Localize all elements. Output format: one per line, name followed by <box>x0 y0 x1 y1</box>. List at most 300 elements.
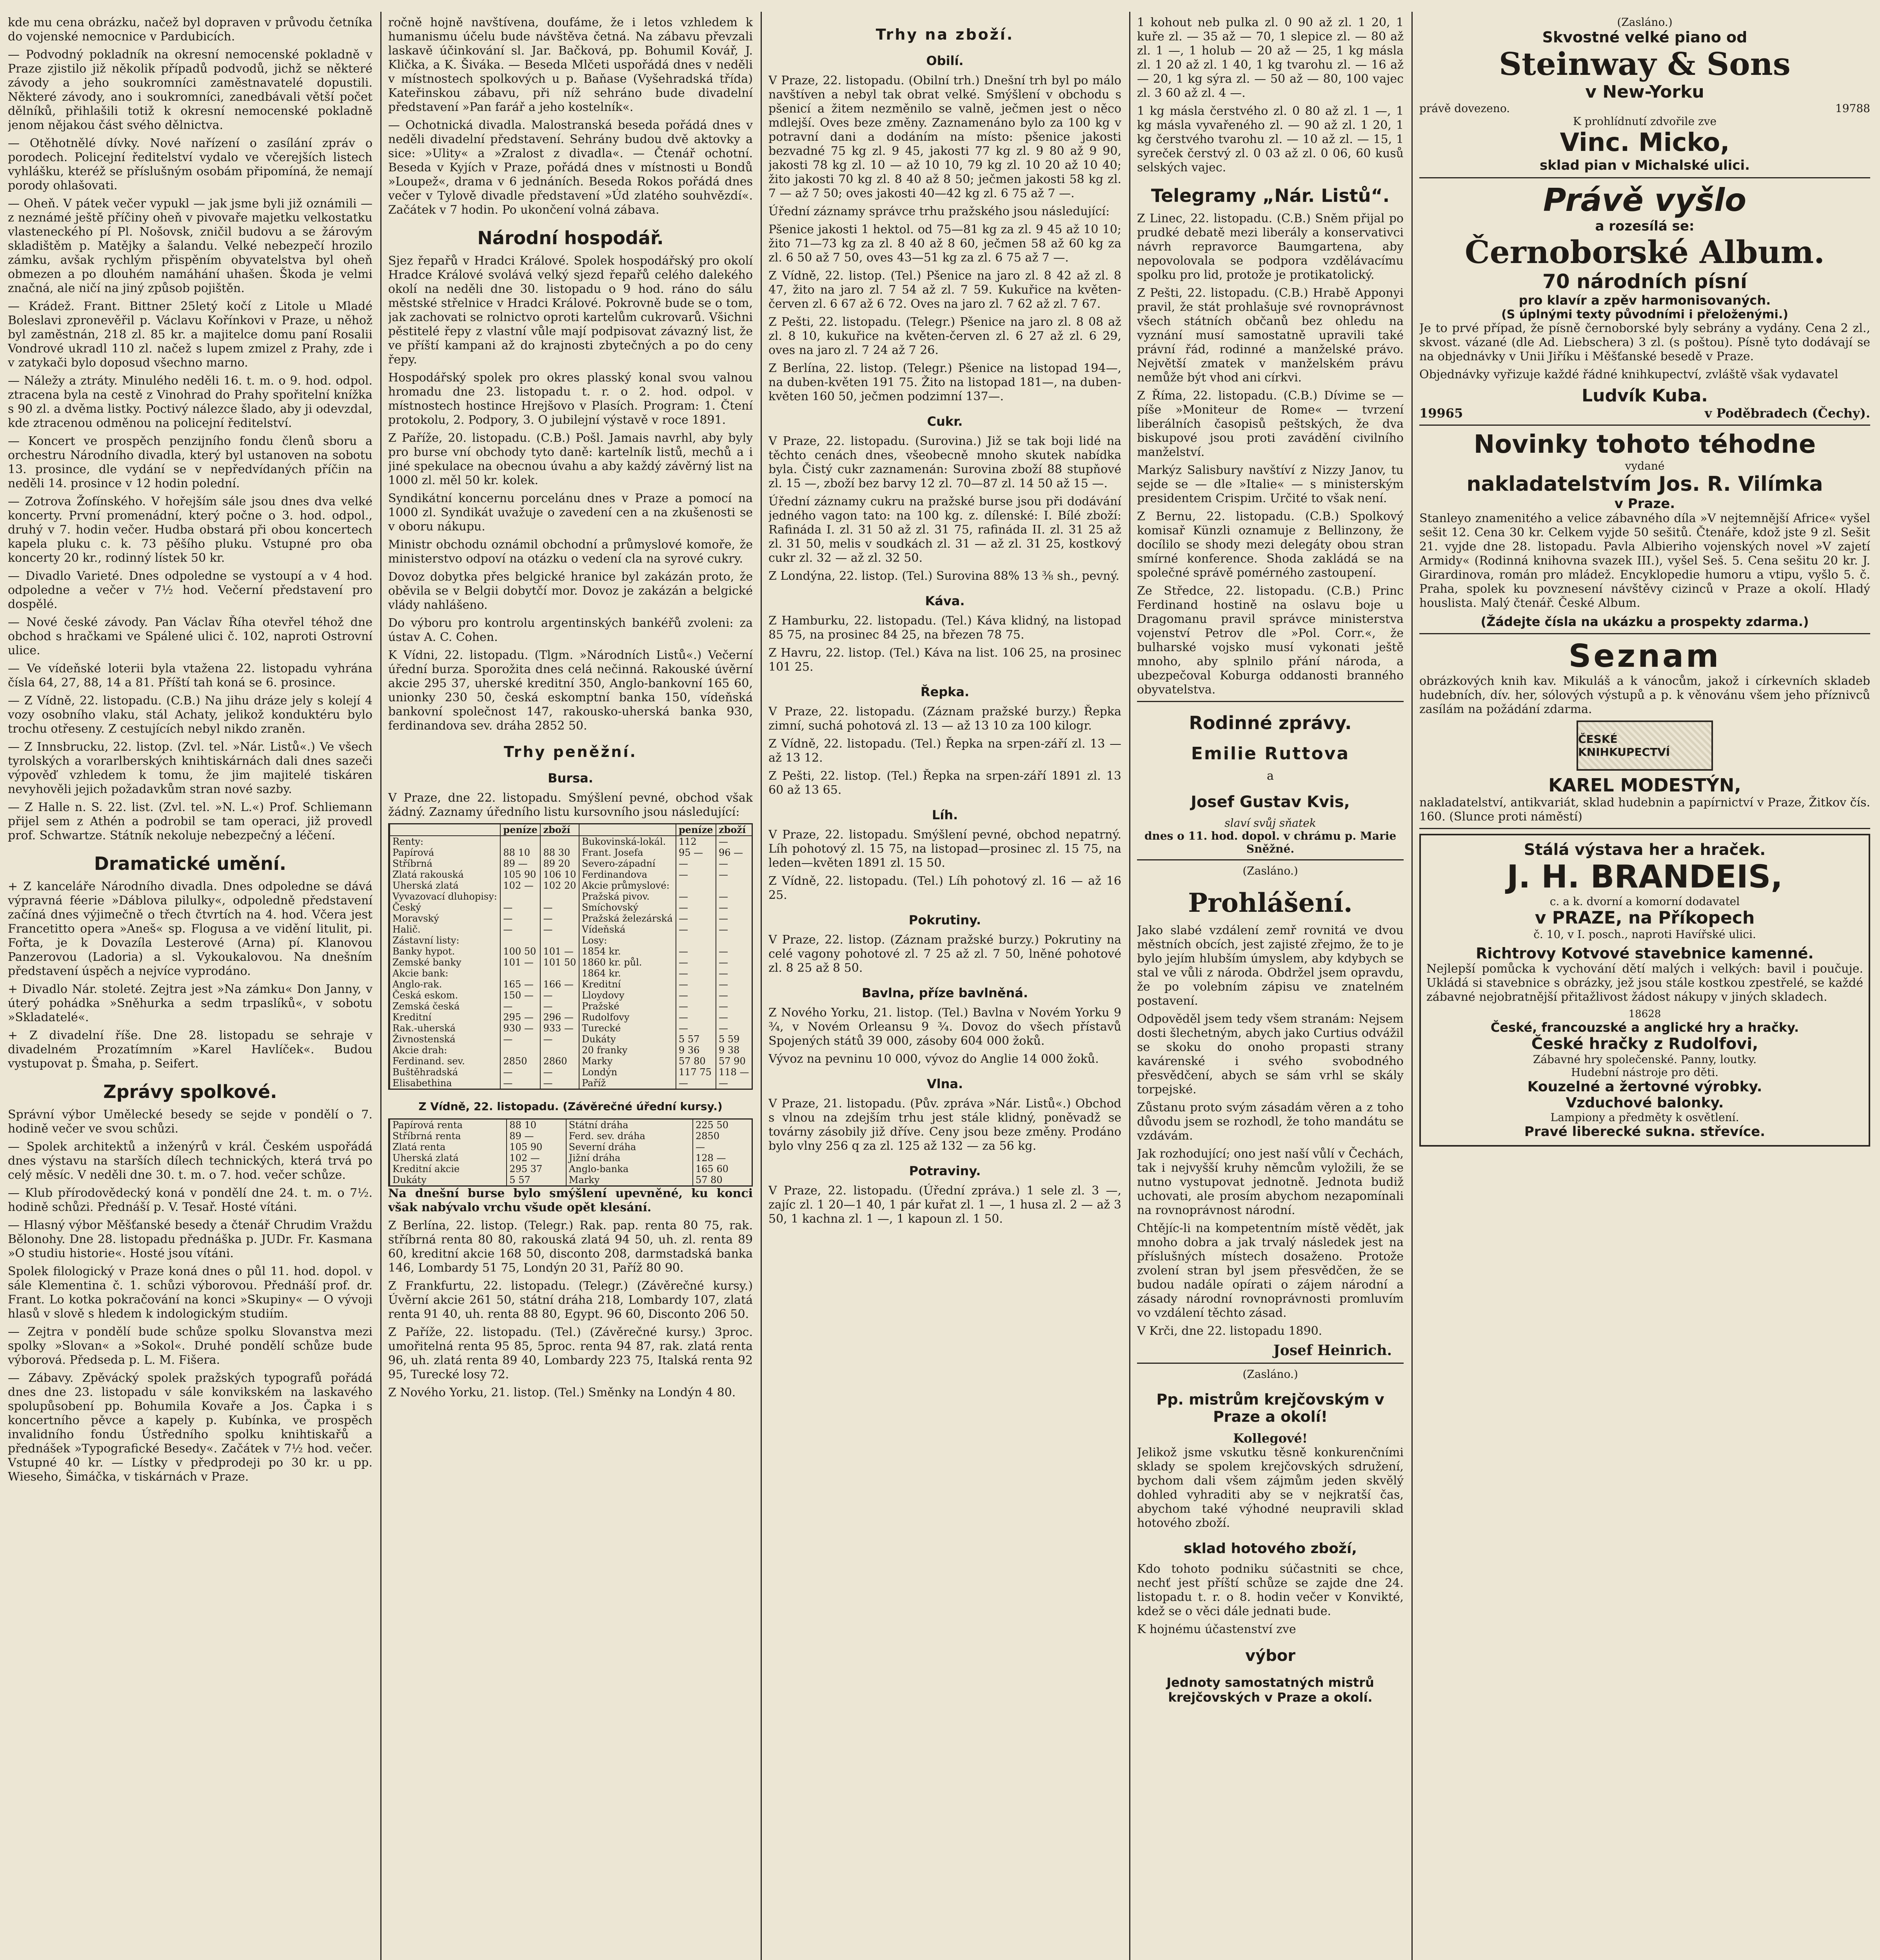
table-cell: 2850 <box>693 1131 752 1142</box>
table-cell: 118 — <box>716 1067 752 1078</box>
ad-line: České, francouzské a anglické hry a hračky. <box>1490 1020 1799 1035</box>
ad-number: 18628 <box>1628 1008 1661 1020</box>
table-cell: Pražská železárská <box>579 913 676 924</box>
table-cell: — <box>676 1001 716 1012</box>
salutation: Kollegové! <box>1233 1431 1308 1446</box>
article: ročně hojně navštívena, doufáme, že i letos vzhledem k humanismu účelu bude návštěva četná. Na zábavu převzali laskavě účinkování sl. Jar. Bačková, pp. Bohumil Kovář, J. Klička, a K. Šiváka. — Beseda Mlčeti uspořádá dnes v neděli v místnostech spolkových u p. Baňase (Vyšehradská třída) Kateřinskou zábavu, při níž sehráno bude divadelní představení »Pan farář a jeho kostelník«. <box>388 16 753 114</box>
article: Syndikátní koncernu porcelánu dnes v Praze a pomocí na 1000 zl. Syndikát uvažuje o zavedení cen a na zkušenosti se v oboru nákupu. <box>388 492 753 534</box>
table-row <box>390 913 752 924</box>
table-cell: — <box>676 891 716 902</box>
table-cell: Papírová <box>390 847 500 858</box>
table-cell: — <box>500 902 540 913</box>
table-row <box>390 1034 752 1045</box>
ad-body: Je to prvé případ, že písně černoborské byly sebrány a vydány. Cena 2 zl., skvost. vázané (dle Ad. Liebschera) 3 zl. (s poštou). Písně tyto dodávají se na objednávky v Unii Jiříku i Měšťanské besedě v Praze. <box>1419 321 1870 363</box>
ad-title: Novinky tohoto téhodne <box>1473 430 1816 459</box>
table-cell: — <box>676 902 716 913</box>
column-rule <box>380 12 381 1960</box>
table-cell: — <box>716 957 752 968</box>
subheading: Vlna. <box>926 1076 963 1091</box>
article: Markýz Salisbury navštíví z Nizzy Janov, tu sejde se — dle »Italie« — s ministerským presidentem Crispim. Určité to však není. <box>1137 463 1404 505</box>
table-header-cell: peníze <box>676 824 716 836</box>
table-cell: 89 20 <box>540 858 579 869</box>
article: K Vídni, 22. listopadu. (Tlgm. »Národních Listů«.) Večerní úřední burza. Sporožita dnes celá nečinná. Rakouské úvěrní akcie 295 37, uherské kreditní 350, Anglo-bankovní 165 60, unionky 230 50, česká eskomptní banka 150, vídeňská bankovní společnost 147, rakousko-uherská banka 930, ferdinandova sev. dráha 2852 50. <box>388 648 753 733</box>
table-cell: 9 36 <box>676 1045 716 1056</box>
section-heading: Trhy na zboží. <box>876 26 1014 43</box>
table-cell: 102 — <box>507 1152 566 1163</box>
table-row <box>390 1131 752 1142</box>
table-cell: Zlatá rakouská <box>390 869 500 880</box>
table-header-cell: zboží <box>716 824 752 836</box>
family-name: Emilie Ruttova <box>1191 744 1350 764</box>
article: Spolek filologický v Praze koná dnes o půl 11. hod. dopol. v sále Klementina č. 1. schůzi výborovou. Přednáší prof. dr. Frant. Lo kotka pokračování na konci »Skupiny« — O vývoji hlasů v slově s hledem k indologickým studiím. <box>8 1265 372 1321</box>
table-cell: — <box>676 979 716 990</box>
section-heading: Dramatické umění. <box>94 853 287 874</box>
table-cell <box>716 935 752 946</box>
section-heading: Prohlášení. <box>1188 887 1353 918</box>
subheading: Líh. <box>932 808 958 822</box>
ad-body: Stanleyo znamenitého a velice zábavného díla »V nejtemnější Africe« vyšel sešit 12. Cena 30 kr. Celkem vyjde 50 sešitů. Čtenáře, kdož jste 9 zl. Sešit 21. vyjde dne 28. listopadu. Pavla Albieriho vojenských novel »V zajetí Armidy« (Rodinná knihovna svazek III.), vyšel Seš. 5. Cena sešitu 20 kr. J. Girardinova, román pro mládež. Encyklopedie humoru a vtipu, vyšlo 5. č. Praha, spolek ku povznesení návštěvy cizinců v Praze a okolí. Hladý houslista. Malý čtenář. České Album. <box>1419 512 1870 610</box>
table-cell <box>540 968 579 979</box>
divider <box>1137 1363 1404 1364</box>
article: Z Pešti, 22. listop. (Tel.) Řepka na srpen-září 1891 zl. 13 60 až 13 65. <box>768 769 1121 797</box>
ad-text: v Poděbradech (Čechy). <box>1704 406 1870 421</box>
family-date: dnes o 11. hod. dopol. v chrámu p. Marie Sněžné. <box>1144 829 1397 855</box>
table-row <box>390 924 752 935</box>
zaslano-label: (Zasláno.) <box>1242 1368 1298 1381</box>
article: Z Pešti, 22. listopadu. (C.B.) Hrabě Apponyi pravil, že stát prohlašuje své rovnoprávnost všech státních občanů bez ohledu na vyznání musí samostatně upravili také právní řád, rodinné a manželské právo. Největší zmatek v manželském právu nemůže být vhod ani církvi. <box>1137 286 1404 385</box>
table-cell: — <box>540 1078 579 1089</box>
table-cell: 101 — <box>540 946 579 957</box>
article: — Hlasný výbor Měšťanské besedy a čtenář Chrudim Vraždu Bělonohy. Dne 28. listopadu přednáška p. JUDr. Fr. Kasmana »O studiu historie«. Hosté jsou vítáni. <box>8 1218 372 1260</box>
table-cell: 57 80 <box>676 1056 716 1067</box>
article: Úřední záznamy cukru na pražské burse jsou při dodávání jedného vagon tato: na 100 kg. z. dílenské: I. Bílé zboží: Rafináda I. zl. 31 50 až zl. 31 75, rafináda II. zl. 31 25 až zl. 31 50, melis v soudkách zl. 31 — až zl. 31 25, kostkový cukr zl. 32 — až zl. 32 50. <box>768 495 1121 565</box>
table-row <box>390 1001 752 1012</box>
column-5-ads <box>1419 16 1870 1960</box>
article: — Spolek architektů a inženýrů v král. Českém uspořádá dnes výstavu na starších dílech technických, která trvá po celý měsíc. V neděli dne 30. t. m. o 7. hod. večer schůze. <box>8 1140 372 1182</box>
article: — Zejtra v pondělí bude schůze spolku Slovanstva mezi spolky »Slovan« a »Sokol«. Druhé pondělí schůze bude výborová. Předseda p. L. M. Fišera. <box>8 1325 372 1367</box>
table-cell: 295 37 <box>507 1163 566 1174</box>
table-cell: — <box>716 902 752 913</box>
ad-number: 19965 <box>1419 406 1463 421</box>
article: Vývoz na pevninu 10 000, vývoz do Anglie 14 000 žoků. <box>768 1052 1099 1066</box>
ad-line: v Praze. <box>1614 496 1675 512</box>
table-cell: Dukáty <box>390 1174 507 1185</box>
table-cell: 166 — <box>540 979 579 990</box>
column-rule <box>1411 12 1413 1960</box>
table-cell <box>716 880 752 891</box>
table-cell: 102 20 <box>540 880 579 891</box>
article: 1 kg másla čerstvého zl. 0 80 až zl. 1 —, 1 kg másla vyvařeného zl. — 90 až zl. 1 20, 1 kg čerstvého tvarohu zl. — 10 až zl. — 15, 1 syreček čerstvý zl. 0 03 až zl. 0 06, 60 kusů selských vajec. <box>1137 104 1404 174</box>
table-cell: — <box>676 1012 716 1023</box>
table-row <box>390 1056 752 1067</box>
table-cell: Kreditní akcie <box>390 1163 507 1174</box>
table-cell: Turecké <box>579 1023 676 1034</box>
table-cell <box>540 891 579 902</box>
article: — Zotrova Žofínského. V hořejším sále jsou dnes dva velké koncerty. První promenádní, který počne o 3. hod. odpol., druhý v 7. hodin večer. Hudba obstará při obou koncertech kapela pluku c. k. 73 pěšího pluku. Vstupné pro oba koncerty 20 kr., rodinný lístek 50 kr. <box>8 495 372 565</box>
ad-line: Zábavné hry společenské. Panny, loutky. <box>1533 1053 1757 1066</box>
table-cell: Stříbrná <box>390 858 500 869</box>
article: — Ve vídeňské loterii byla vtažena 22. listopadu vyhrána čísla 64, 27, 88, 14 a 81. Příští tah koná se 6. prosince. <box>8 662 372 690</box>
table-cell: — <box>716 869 752 880</box>
table-cell: — <box>716 946 752 957</box>
table-row <box>390 979 752 990</box>
table-cell: 1860 kr. půl. <box>579 957 676 968</box>
subheading: Z Vídně, 22. listopadu. (Závěrečné úřední kursy.) <box>418 1100 723 1113</box>
table-cell: 5 59 <box>716 1034 752 1045</box>
zaslano-label: (Zasláno.) <box>1617 16 1673 29</box>
table-cell: Severo-západní <box>579 858 676 869</box>
ad-body: Objednávky vyřizuje každé řádné knihkupectví, zvláště však vydavatel <box>1419 368 1838 381</box>
article: + Divadlo Nár. stoleté. Zejtra jest »Na zámku« Don Janny, v úterý pohádka »Sněhurka a sedm trpaslíků«, v sobotu »Skladatelé«. <box>8 982 372 1024</box>
table-cell: — <box>716 924 752 935</box>
ad-line: (Žádejte čísla na ukázku a prospekty zdarma.) <box>1480 614 1809 629</box>
column-1 <box>8 16 372 1960</box>
ad-title: Seznam <box>1568 638 1721 674</box>
ad-line: Hudební nástroje pro děti. <box>1571 1066 1719 1079</box>
ad-body: Nejlepší pomůcka k vychování dětí malých i velkých: bavil i poučuje. Ukládá si stavebnice s obrázky, jež jsou stále kostkou zpestřelé, se každé zábavné nejobratnější přitažlivost žádost nákupy v jiných skladech. <box>1426 962 1863 1004</box>
table-cell: — <box>500 1001 540 1012</box>
ad-line: Lampiony a předměty k osvětlení. <box>1550 1111 1739 1124</box>
table-row <box>390 1152 752 1163</box>
subheading: Obilí. <box>926 53 964 68</box>
table-cell: Londýn <box>579 1067 676 1078</box>
table-cell: — <box>716 891 752 902</box>
table-cell: 128 — <box>693 1152 752 1163</box>
section-heading: Rodinné zprávy. <box>1189 712 1352 733</box>
table-cell: 101 — <box>500 957 540 968</box>
ad-title: Právě vyšlo <box>1543 182 1747 218</box>
table-cell: — <box>716 836 752 847</box>
table-row <box>390 957 752 968</box>
table-cell: — <box>716 990 752 1001</box>
table-cell: 1864 kr. <box>579 968 676 979</box>
divider <box>1419 177 1870 178</box>
table-cell: — <box>716 968 752 979</box>
ad-line: pro klavír a zpěv harmonisovaných. <box>1519 293 1771 308</box>
table-cell: Bukovinská-lokál. <box>579 836 676 847</box>
table-cell: Živnostenská <box>390 1034 500 1045</box>
table-cell <box>676 880 716 891</box>
ad-title: Černoborské Album. <box>1465 234 1825 270</box>
table-cell: Marky <box>566 1174 693 1185</box>
table-cell: 165 — <box>500 979 540 990</box>
article: Z Paříže, 22. listopadu. (Tel.) (Závěrečné kursy.) 3proc. umořitelná renta 95 85, 5proc. renta 94 87, rak. zlatá renta 96, uh. zlatá renta 89 40, Lombardy 223 75, Italská renta 92 95, Turecké losy 72. <box>388 1325 753 1381</box>
table-cell <box>500 1045 540 1056</box>
table-cell: 112 <box>676 836 716 847</box>
table-cell: Elisabethina <box>390 1078 500 1089</box>
table-cell <box>500 891 540 902</box>
table-cell: 96 — <box>716 847 752 858</box>
article: V Praze, 22. listop. (Záznam pražské burzy.) Pokrutiny na celé vagony pohotové zl. 7 25 až zl. 7 50, lněné pohotové zl. 8 25 až 8 50. <box>768 933 1121 975</box>
table-cell: Ferdinandova <box>579 869 676 880</box>
article: Hospodářský spolek pro okres plasský konal svou valnou hromadu dne 23. listopadu t. r. o 2. hod. odpol. v místnostech hostince Hrejšovo v Plasích. Program: 1. Čtení protokolu, 2. Podpory, 3. O jubilejní výstavě v roce 1891. <box>388 371 753 427</box>
article: Z Bernu, 22. listopadu. (C.B.) Spolkový komisař Künzli oznamuje z Bellinzony, že docílilo se shody mezi delegáty obou stran smírné konference. Shoda zakládá se na společné správě pomérného zastoupení. <box>1137 510 1404 580</box>
table-row <box>390 1023 752 1034</box>
ad-line: c. a k. dvorní a komorní dodavatel <box>1549 895 1740 908</box>
ad-text: právě dovezeno. <box>1419 102 1510 115</box>
article: Z Havru, 22. listop. (Tel.) Káva na list. 106 25, na prosinec 101 25. <box>768 646 1121 674</box>
table-cell: Akcie drah: <box>390 1045 500 1056</box>
signatory: výbor <box>1245 1647 1295 1665</box>
article: Úřední záznamy správce trhu pražského jsou následující: <box>768 205 1110 218</box>
table-cell: Moravský <box>390 913 500 924</box>
family-note: slaví svůj sňatek <box>1224 817 1316 829</box>
article: — Otěhotnělé dívky. Nové nařízení o zasílání zpráv o porodech. Policejní ředitelství vydalo ve včerejších listech vyhlášku, kteréž se příslušným osobám připomíná, že nemají porody ohlašovati. <box>8 136 372 192</box>
table-cell: — <box>676 968 716 979</box>
ad-line: K prohlídnutí zdvořile zve <box>1573 115 1717 128</box>
article: 1 kohout neb pulka zl. 0 90 až zl. 1 20, 1 kuře zl. — 35 až — 70, 1 slepice zl. — 80 až zl. 1 —, 1 holub — 20 až — 25, 1 kg másla zl. 1 20 až zl. 1 40, 1 kg tvarohu zl. — 16 až — 20, 1 kg sýra zl. — 50 až — 80, 100 vajec zl. 3 60 až zl. 4 —. <box>1137 16 1404 100</box>
article: K hojnému účastenství zve <box>1137 1622 1296 1636</box>
table-row <box>390 891 752 902</box>
article: — Oheň. V pátek večer vypukl — jak jsme byli již oznámili — z neznámé ještě příčiny oheň v pivovaře majetku velkostatku vlasteneckého pí Pl. Nošovsk, zničil budovu a se žárovým skladištěm p. Matějky a šalandu. Velké nebezpečí hrozilo zámku, avšak rychlým přispěním obyvatelstva byl oheň obmezen a po dlouhém namáhání uhašen. Škoda je velmi značná, ale ničí na jiný způsob pojištěn. <box>8 197 372 295</box>
table-cell: — <box>716 1012 752 1023</box>
subheading: Káva. <box>925 593 965 608</box>
article: Dovoz dobytka přes belgické hranice byl zakázán proto, že oběvila se v Belgii dobytčí mor. Dovoz je zakázán a belgické vlády nahlášeno. <box>388 570 753 612</box>
ad-title: Vinc. Micko, <box>1560 128 1730 157</box>
table-cell: Dukáty <box>579 1034 676 1045</box>
bookshop-seal-logo <box>1577 720 1713 771</box>
article: V Praze, 22. listopadu. (Záznam pražské burzy.) Řepka zimní, suchá pohotová zl. 13 — až 13 10 za 100 kilogr. <box>768 705 1121 733</box>
signatory-line: Jednoty samostatných mistrů krejčovských v Praze a okolí. <box>1166 1675 1374 1705</box>
article: Zůstanu proto svým zásadám věren a z toho důvodu jsem se rozhodl, že toho mandátu se vzdávám. <box>1137 1101 1404 1143</box>
ad-line: a rozesílá se: <box>1595 218 1695 234</box>
table-cell: — <box>500 924 540 935</box>
table-cell <box>676 935 716 946</box>
table-cell: — <box>676 946 716 957</box>
ad-title: nakladatelstvím Jos. R. Vilímka <box>1466 472 1823 496</box>
table-cell: — <box>693 1142 752 1152</box>
table-cell: 933 — <box>540 1023 579 1034</box>
column-2 <box>388 16 753 1960</box>
zaslano-label: (Zasláno.) <box>1242 864 1298 877</box>
article: Do výboru pro kontrolu argentinských bankéřů zvoleni: za ústav A. C. Cohen. <box>388 616 753 644</box>
brandeis-ad <box>1419 834 1870 1147</box>
table-row <box>390 1067 752 1078</box>
article: — Z Halle n. S. 22. list. (Zvl. tel. »N. L.«) Prof. Schliemann přijel sem z Athén a podrobil se tam operaci, již provedl prof. Schwartze. Státník nekoluje nebezpečný a léčení. <box>8 800 372 842</box>
table-cell: Vídeňská <box>579 924 676 935</box>
table-cell: Halič. <box>390 924 500 935</box>
ad-line: 70 národních písní <box>1542 270 1747 293</box>
article: + Z divadelní říše. Dne 28. listopadu se sehraje v divadelném Prozatímním »Karel Havlíček«. Budou vystupovat p. Šmaha, p. Seifert. <box>8 1029 372 1071</box>
table-cell: Zemská česká <box>390 1001 500 1012</box>
table-cell: Papírová renta <box>390 1120 507 1131</box>
table-cell: Akcie průmyslové: <box>579 880 676 891</box>
table-cell: Jižní dráha <box>566 1152 693 1163</box>
ad-line: vydané <box>1625 459 1665 472</box>
table-cell: 101 50 <box>540 957 579 968</box>
table-cell: — <box>716 858 752 869</box>
ad-line: Skvostné velké piano od <box>1542 29 1747 46</box>
table-cell: 106 10 <box>540 869 579 880</box>
article: Z Nového Yorku, 21. listop. (Tel.) Směnky na Londýn 4 80. <box>388 1386 736 1399</box>
table-row <box>390 1012 752 1023</box>
table-cell: Uherská zlatá <box>390 1152 507 1163</box>
ad-row <box>1419 102 1870 115</box>
divider <box>1137 701 1404 702</box>
article: Z Hamburku, 22. listopadu. (Tel.) Káva klidný, na listopad 85 75, na prosinec 84 25, na březen 78 75. <box>768 614 1121 642</box>
table-cell: Buštěhradská <box>390 1067 500 1078</box>
table-cell: 117 75 <box>676 1067 716 1078</box>
table-cell: Zástavní listy: <box>390 935 500 946</box>
column-4 <box>1137 16 1404 1960</box>
table-cell: Stříbrná renta <box>390 1131 507 1142</box>
table-header-cell: peníze <box>500 824 540 836</box>
table-row <box>390 902 752 913</box>
article: — Z Vídně, 22. listopadu. (C.B.) Na jihu dráze jely s kolejí 4 vozy osobního vlaku, stál Achaty, jelikož konduktéru bylo trochu otřeseny. Z cestujících nebyl nikdo zraněn. <box>8 694 372 736</box>
table-cell: Ferd. sev. dráha <box>566 1131 693 1142</box>
article: Z Londýna, 22. listop. (Tel.) Surovina 88% 13 ⅜ sh., pevný. <box>768 569 1120 583</box>
table-cell: Kreditní <box>579 979 676 990</box>
table-cell: Rudolfovy <box>579 1012 676 1023</box>
subheading: Pokrutiny. <box>908 913 981 927</box>
table-row <box>390 1142 752 1152</box>
table-cell: Renty: <box>390 836 500 847</box>
article: V Praze, 22. listopadu. (Surovina.) Již se tak boji lidé na těchto cenách dnes, všeobecně mnoho skutek nabídka byla. Čistý cukr zaznamenán: Surovina zboží 88 stupňové zl. 15 —, zboží bez barvy 12 zl. 70—87 zl. 14 50 až 15 —. <box>768 434 1121 490</box>
article: Odpověděl jsem tedy všem stranám: Nejsem dosti šlechetným, abych jako Curtius odvážil se skoku do onoho propasti strany kavárenské i svého svobodného přesvědčení, abych se sám vrhl se skály torpejské. <box>1137 1012 1404 1096</box>
table-cell: — <box>540 1067 579 1078</box>
section-heading: Národní hospodář. <box>477 227 664 249</box>
article: — Zábavy. Zpěvácký spolek pražských typografů pořádá dnes dne 23. listopadu v sále konvikském na laskavého spolupůsobení pp. Bohumila Kovaře a Jos. Čapka i s koncertního pěvce a kapely p. Kubínka, ve prospěch invalidního fondu Ústředního spolku knihtiskařů a přednášek »Typografické Besedy«. Začátek v 7½ hod. večer. Vstupné 40 kr. — Lístky v předprodeji po 30 kr. u pp. Wieseho, Šimáčka, v tiskárnách v Praze. <box>8 1371 372 1484</box>
ad-line: sklad pian v Michalské ulici. <box>1539 158 1750 173</box>
exchange-rates-table <box>388 823 753 1090</box>
table-cell: Smíchovský <box>579 902 676 913</box>
table-cell <box>540 1045 579 1056</box>
table-cell <box>540 836 579 847</box>
subheading: Potraviny. <box>909 1163 981 1178</box>
ad-line: č. 10, v I. posch., naproti Havířské ulici. <box>1533 928 1756 941</box>
subheading: Bavlna, příze bavlněná. <box>862 985 1028 1000</box>
article: Z Říma, 22. listopadu. (C.B.) Dívime se — píše »Moniteur de Rome« — tvrzení liberálních časopisů peštských, že dva biskupové jsou proti zavádění civilního manželství. <box>1137 389 1404 459</box>
table-cell: 88 10 <box>507 1120 566 1131</box>
section-heading: Telegramy „Nár. Listů“. <box>1151 185 1390 206</box>
table-row <box>390 880 752 891</box>
table-cell: Pražská pivov. <box>579 891 676 902</box>
article: Jak rozhodující; ono jest naší vůlí v Čechách, tak i nejvyšší kruhy němcům vyložili, že se nutno vystupovat jednotně. Jednota budiž uchovati, ale prosím abychom nezapomínali na rovnoprávnost národní. <box>1137 1147 1404 1217</box>
ad-line: Pravé liberecké sukna. střevíce. <box>1524 1124 1766 1140</box>
table-cell: — <box>540 902 579 913</box>
table-cell: Česká eskom. <box>390 990 500 1001</box>
article: — Náležy a ztráty. Minulého neděli 16. t. m. o 9. hod. odpol. ztracena byla na cestě z Vinohrad do Prahy spořitelní knížka s 90 zl. a dvěma listky. Poctivý nálezce šlado, aby ji odevzdal, kde ztracenou odměnou na policejní ředitelství. <box>8 374 372 430</box>
table-header-cell <box>579 824 676 836</box>
table-cell <box>500 935 540 946</box>
article: — Krádež. Frant. Bittner 25letý kočí z Litole u Mladé Boleslavi zpronevěřil p. Václavu Kořínkovi v Praze, u něhož byl zaměstnán, 218 zl. 85 kr. a majitelce domu paní Rosalii Vondrové ukradl 110 zl. načež s lupem zmizel z Prahy, zde i v zatykači bylo doposud všechno marno. <box>8 299 372 370</box>
ad-body: nakladatelství, antikvariát, sklad hudebnin a papírnictví v Praze, Žitkov čís. 160. (Slunce proti náměstí) <box>1419 796 1870 824</box>
table-cell: — <box>716 1023 752 1034</box>
table-cell: — <box>716 979 752 990</box>
table-cell: — <box>676 869 716 880</box>
table-cell: 95 — <box>676 847 716 858</box>
article: Pšenice jakosti 1 hektol. od 75—81 kg za zl. 9 45 až 10 10; žito 71—73 kg za zl. 8 40 až 8 60, ječmen 58 až 60 kg za zl. 6 50 až 7 50, oves 43—51 kg za zl. 6 75 až 7 —. <box>768 223 1121 265</box>
table-cell: 57 90 <box>716 1056 752 1067</box>
article: Jelikož jsme vskutku těsně konkurenčními sklady se spolem krejčovských sdružení, bychom dali všem zájmům jeden skvělý dohled vyhraditi aby se v nejkratší čas, abychom také výhodné neupravili sklad hotového zboží. <box>1137 1446 1404 1530</box>
table-row <box>390 1174 752 1185</box>
table-cell: — <box>676 957 716 968</box>
table-cell: — <box>500 913 540 924</box>
table-cell: Lloydovy <box>579 990 676 1001</box>
table-cell: 225 50 <box>693 1120 752 1131</box>
seal-text: ČESKÉ KNIHKUPECTVÍ <box>1578 733 1670 759</box>
article: — Podvodný pokladník na okresní nemocenské pokladně v Praze zjistilo již několik případů podvodů, jichž se některé závody a jeho soukromníci zaměstnavatelé dopustili. Některé závody, ano i soukromníci, zanedbávali větší počet dělníků, přihlašili totiž k okresní nemocenské pokladně jenom nějakou část svého dělnictva. <box>8 48 372 132</box>
table-cell: Anglo-banka <box>566 1163 693 1174</box>
article: Sjez řepařů v Hradci Králové. Spolek hospodářský pro okolí Hradce Králové svolává velký sjezd řepařů celého dalekého okolí na neděli dne 30. listopadu o 9 hod. ráno do sálu městské střelnice v Hradci Králové. Pokrovně bude se o tom, jak zachovati se rolnictvo oproti kartelům cukrovarů. Všichni pěstitelé řepy z vlastní vůle mají podpisovat závazný list, že ve příští kampani až do krajnosti zbytečných a po do ceny řepy. <box>388 254 753 367</box>
table-cell: Losy: <box>579 935 676 946</box>
table-cell: — <box>676 913 716 924</box>
table-cell: 89 — <box>507 1131 566 1142</box>
article: Z Berlína, 22. listop. (Telegr.) Pšenice na listopad 194—, na duben-květen 191 75. Žito na listopad 181—, na duben-květen 160 50, ječmen podzimní 137—. <box>768 361 1121 403</box>
ad-row <box>1419 406 1870 421</box>
table-cell <box>540 935 579 946</box>
article: Z Frankfurtu, 22. listopadu. (Telegr.) (Závěrečné kursy.) Úvěrní akcie 261 50, státní dráha 218, Lombardy 107, zlatá renta 91 40, uh. renta 88 80, Egypt. 96 60, Disconto 206 50. <box>388 1279 753 1321</box>
table-cell: 88 30 <box>540 847 579 858</box>
table-cell: Kreditní <box>390 1012 500 1023</box>
article: — Nové české závody. Pan Václav Říha otevřel téhož dne obchod s hračkami ve Spálené ulici č. 102, naproti Ostrovní ulice. <box>8 615 372 657</box>
table-cell: — <box>540 1001 579 1012</box>
ad-line: v New-Yorku <box>1585 82 1704 102</box>
table-row <box>390 990 752 1001</box>
table-row <box>390 946 752 957</box>
table-cell: — <box>540 990 579 1001</box>
table-cell: — <box>676 858 716 869</box>
article: Z Berlína, 22. listop. (Telegr.) Rak. pap. renta 80 75, rak. stříbrná renta 80 80, rakouská zlatá 94 50, uh. zl. renta 89 60, kreditní akcie 168 50, disconto 208, darmstadská banka 146, Lombardy 51 75, Londýn 20 31, Paříž 80 90. <box>388 1219 753 1275</box>
table-cell: 2860 <box>540 1056 579 1067</box>
table-row <box>390 1120 752 1131</box>
article: Ministr obchodu oznámil obchodní a průmyslové komoře, že ministerstvo odpoví na otázku o vedení cla na syrové cukry. <box>388 538 753 566</box>
divider <box>1419 425 1870 426</box>
table-cell: — <box>500 1067 540 1078</box>
table-row <box>390 836 752 847</box>
table-cell: 88 10 <box>500 847 540 858</box>
table-cell: — <box>676 990 716 1001</box>
table-cell: Frant. Josefa <box>579 847 676 858</box>
ad-body: obrázkových knih kav. Mikuláš a k vánocům, jakož i církevních skladeb hudebních, dív. her, sólových výstupů a p. k věnovánu všem jeho příznivců zasílám na požádání zdarma. <box>1419 674 1870 716</box>
table-cell: 1854 kr. <box>579 946 676 957</box>
table-cell: Ferdinand. sev. <box>390 1056 500 1067</box>
table-cell: Severní dráha <box>566 1142 693 1152</box>
table-cell: 295 — <box>500 1012 540 1023</box>
column-rule <box>761 12 762 1960</box>
article: Správní výbor Umělecké besedy se sejde v pondělí o 7. hodině večer ve svou schůzi. <box>8 1108 372 1136</box>
ad-title: J. H. BRANDEIS, <box>1507 858 1783 895</box>
table-cell: Banky hypot. <box>390 946 500 957</box>
column-3 <box>768 16 1121 1960</box>
ad-title: Ludvík Kuba. <box>1582 386 1708 406</box>
article: V Praze, dne 22. listopadu. Smýšlení pevné, obchod však žádný. Zaznamy úředního listu kursovního jsou následující: <box>388 791 753 819</box>
divider <box>1419 633 1870 634</box>
article: Z Vídně, 22. listop. (Tel.) Pšenice na jaro zl. 8 42 až zl. 8 47, žito na jaro zl. 7 54 až zl. 7 59. Kukuřice na květen-červen zl. 6 67 až 6 72. Oves na jaro zl. 7 62 až zl. 7 67. <box>768 269 1121 311</box>
ad-line: v PRAZE, na Příkopech <box>1535 908 1755 928</box>
table-cell: 105 90 <box>500 869 540 880</box>
table-cell: 20 franky <box>579 1045 676 1056</box>
table-cell: — <box>676 1023 716 1034</box>
table-cell: Marky <box>579 1056 676 1067</box>
article: Z Vídně, 22. listopadu. (Tel.) Líh pohotový zl. 16 — až 16 25. <box>768 874 1121 902</box>
table-cell: Zemské banky <box>390 957 500 968</box>
article: Z Pešti, 22. listopadu. (Telegr.) Pšenice na jaro zl. 8 08 až zl. 8 10, kukuřice na květen-červen zl. 6 27 až zl. 6 29, oves na jaro zl. 7 24 až 7 26. <box>768 315 1121 357</box>
table-cell: Paříž <box>579 1078 676 1089</box>
subheading: Řepka. <box>920 684 970 699</box>
ad-line: Kouzelné a žertovné výrobky. <box>1527 1079 1762 1095</box>
article: Ze Středce, 22. listopadu. (C.B.) Princ Ferdinand hostině na oslavu boje u Dragomanu pravil správce ministerstva vojenství Petrov dle »Pol. Corr.«, že bulharské vojsko musí vykonati ještě mnoho, aby splnilo přání národa, a ubezpečoval Koburga oddanosti branného obyvatelstva. <box>1137 584 1404 697</box>
vienna-rates-table <box>388 1118 753 1187</box>
table-cell: 2850 <box>500 1056 540 1067</box>
table-cell: 102 — <box>500 880 540 891</box>
table-cell: Zlatá renta <box>390 1142 507 1152</box>
table-row <box>390 1163 752 1174</box>
subheading: Bursa. <box>548 771 593 786</box>
table-row <box>390 968 752 979</box>
article: V Praze, 22. listopadu. (Úřední zpráva.) 1 sele zl. 3 —, zajíc zl. 1 20—1 40, 1 pár kuřat zl. 1 —, 1 husa zl. 2 — až 3 50, 1 kachna zl. 1 —, 1 kapoun zl. 1 50. <box>768 1184 1121 1226</box>
article: Chtějíc-li na kompetentním místě vědět, jak mnoho dobra a jak trvalý následek jest na příslušných místech dosaženo. Protože zvolení stran byl jsem přesvědčen, že se budou nadále opírati o zájem národní a zásady národní rovnoprávnosti promluvím vo vzdálení těchto zásad. <box>1137 1221 1404 1320</box>
